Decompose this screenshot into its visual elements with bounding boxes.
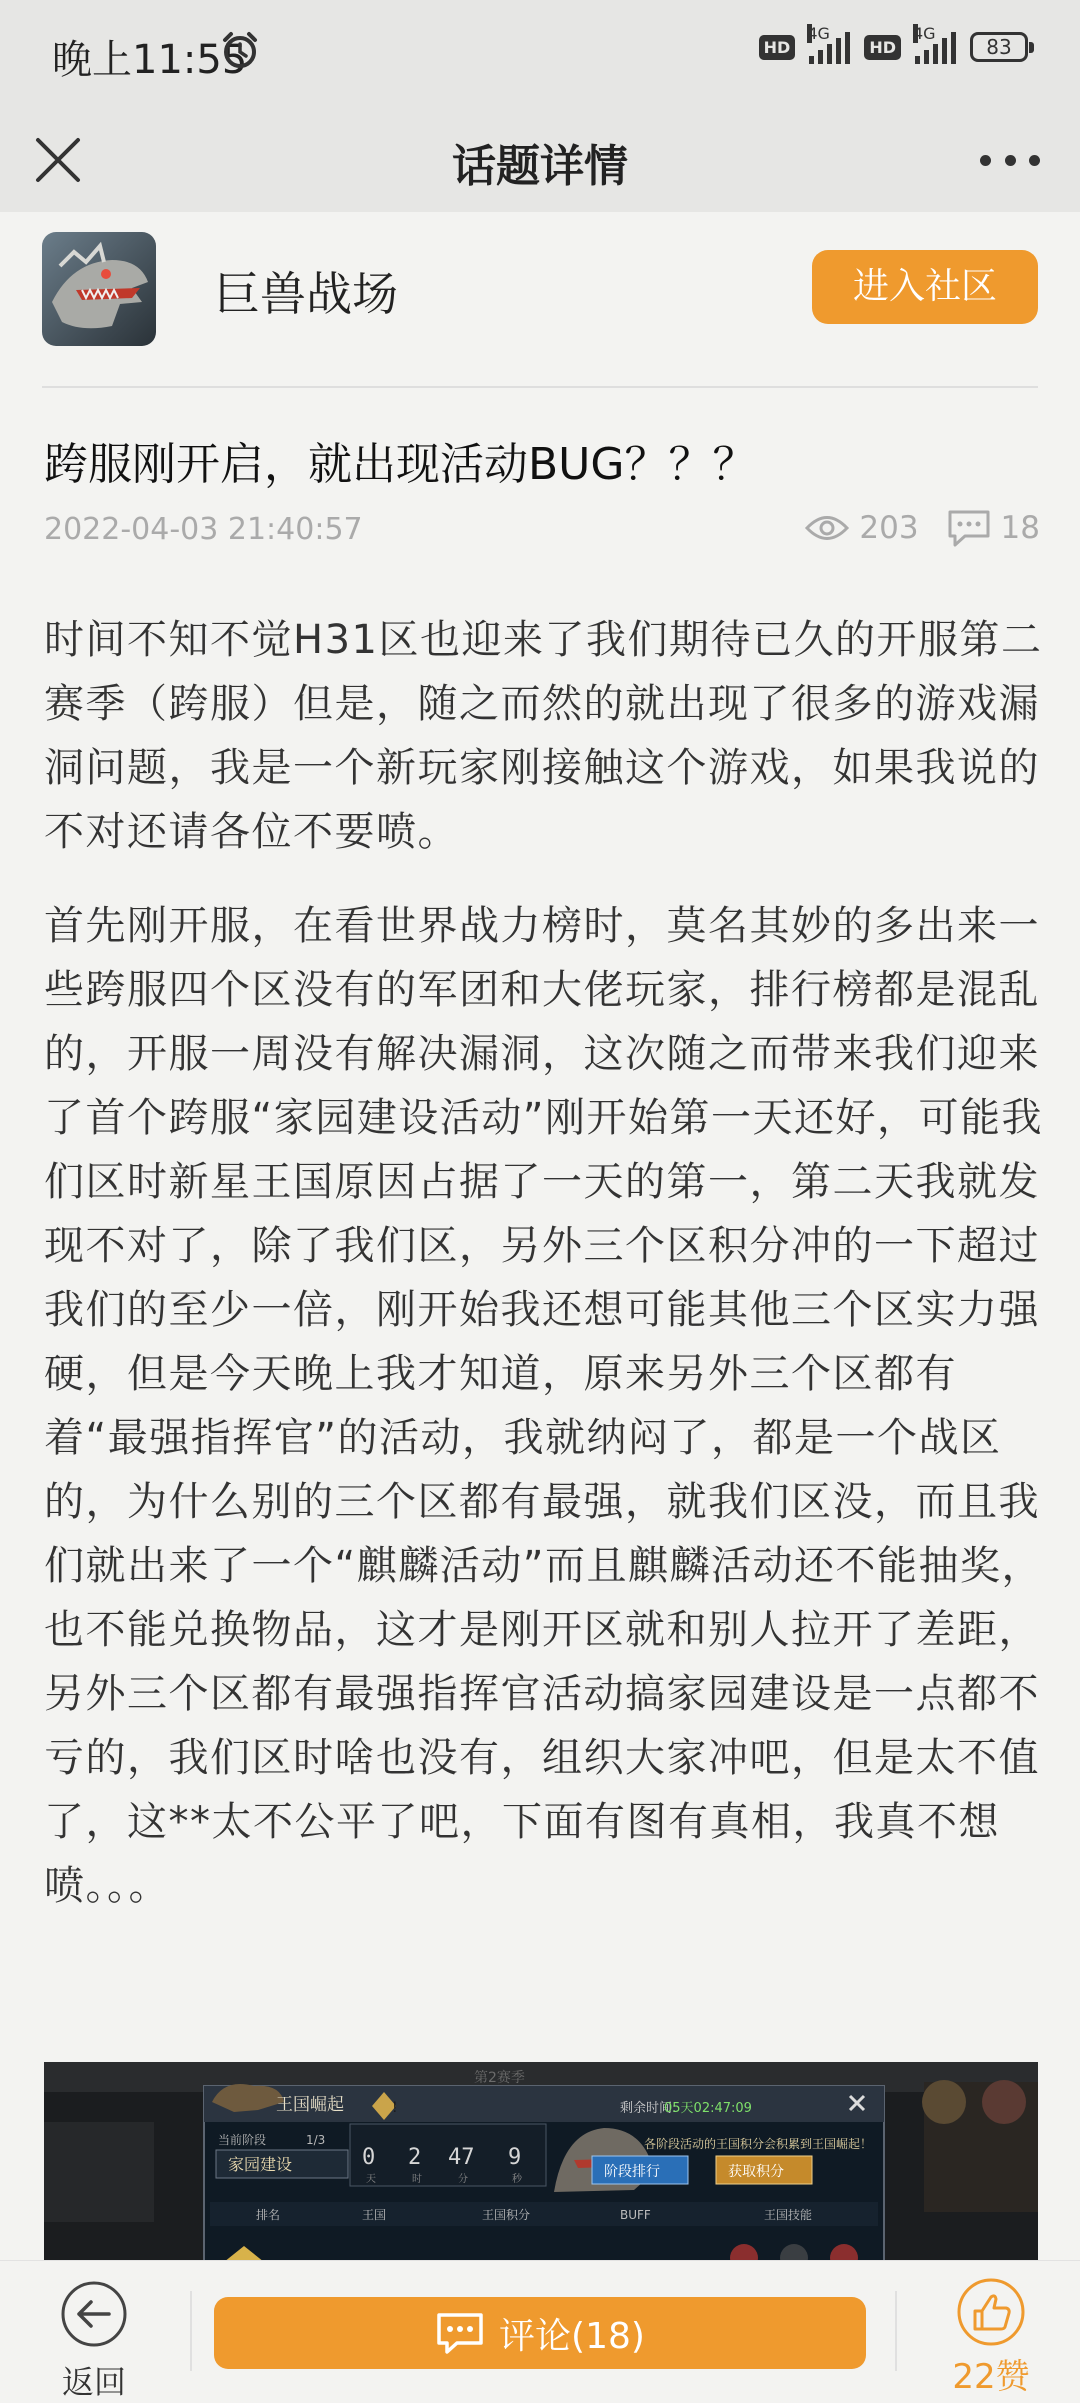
comment-button[interactable] <box>214 2297 866 2369</box>
svg-text:分: 分 <box>458 2174 468 2185</box>
divider <box>42 386 1038 388</box>
signal-icon: 4G <box>915 30 956 64</box>
article-stats <box>805 508 1040 548</box>
article-title: 跨服刚开启，就出现活动BUG？？？ <box>44 439 757 490</box>
separator <box>190 2291 192 2371</box>
title-bar <box>0 108 1080 212</box>
signal-icon: 4G <box>809 30 850 64</box>
back-button[interactable] <box>56 2279 132 2403</box>
article-image[interactable] <box>44 2062 1038 2282</box>
svg-text:第2赛季: 第2赛季 <box>474 2070 525 2086</box>
svg-text:家园建设: 家园建设 <box>228 2155 293 2174</box>
svg-text:王国技能: 王国技能 <box>764 2208 813 2222</box>
comment-button-label: 评论(18) <box>499 2315 645 2357</box>
back-arrow-icon <box>59 2279 129 2349</box>
page-title: 话题详情 <box>452 141 628 192</box>
svg-text:1/3: 1/3 <box>306 2133 326 2147</box>
status-bar <box>0 0 1080 108</box>
svg-text:各阶段活动的王国积分会积累到王国崛起！: 各阶段活动的王国积分会积累到王国崛起！ <box>644 2137 873 2151</box>
article-datetime: 2022-04-03 21:40:57 <box>44 512 363 547</box>
back-label: 返回 <box>61 2363 126 2401</box>
eye-icon <box>805 513 849 543</box>
article-paragraph: 首先刚开服，在看世界战力榜时，莫名其妙的多出来一些跨服四个区没有的军团和大佬玩家，排行榜都是混乱的，开服一周没有解决漏洞，这次随之而带来我们迎来了首个跨服“家园建设活动”刚开始第一天还好，可能我们区时新星王国原因占据了一天的第一，第二天我就发现不对了，除了我们区，另外三个区积分冲的一下超过我们的至少一倍，刚开始我还想可能其他三个区实力强硬，但是今天晚上我才知道，原来另外三个区都有着“最强指挥官”的活动，我就纳闷了，都是一个战区的，为什么别的三个区都有最强，就我们区没，而且我们就出来了一个“麒麟活动”而且麒麟活动还不能抽奖，也不能兑换物品，这才是刚开区就和别人拉开了差距，另外三个区都有最强指挥官活动搞家园建设是一点都不亏的，我们区时啥也没有，组织大家冲吧，但是太不值了，这**太不公平了吧，下面有图有真相，我真不想喷。。。 <box>44 903 1043 1909</box>
svg-text:时: 时 <box>412 2174 422 2185</box>
hd-badge: HD <box>864 35 901 60</box>
svg-text:47: 47 <box>448 2145 475 2170</box>
comment-count: 18 <box>1000 510 1040 546</box>
alarm-icon <box>220 30 260 70</box>
separator <box>895 2291 897 2371</box>
community-avatar[interactable] <box>42 232 156 346</box>
svg-text:王国崛起: 王国崛起 <box>276 2095 344 2115</box>
like-button[interactable] <box>936 2277 1046 2398</box>
enter-community-button[interactable]: 进入社区 <box>812 250 1038 324</box>
more-icon[interactable] <box>980 138 1040 182</box>
bottom-bar <box>0 2260 1080 2401</box>
battery-icon: 83 <box>970 32 1028 62</box>
article-body <box>44 608 1044 1948</box>
community-name: 巨兽战场 <box>214 267 398 321</box>
comment-icon <box>947 508 991 548</box>
svg-text:BUFF: BUFF <box>620 2208 651 2222</box>
svg-text:9: 9 <box>508 2145 522 2170</box>
svg-text:!: ! <box>392 2100 398 2116</box>
svg-text:王国积分: 王国积分 <box>482 2208 531 2222</box>
status-indicators <box>759 24 1028 64</box>
svg-text:王国: 王国 <box>362 2208 387 2222</box>
svg-text:0: 0 <box>362 2145 376 2170</box>
svg-text:05天02:47:09: 05天02:47:09 <box>664 2101 752 2116</box>
thumbs-up-icon <box>955 2277 1027 2347</box>
article-paragraph: 时间不知不觉H31区也迎来了我们期待已久的开服第二赛季（跨服）但是，随之而然的就出现了很多的游戏漏洞问题，我是一个新玩家刚接触这个游戏，如果我说的不对还请各位不要喷。 <box>44 617 1043 855</box>
svg-text:排名: 排名 <box>256 2208 281 2222</box>
svg-text:获取积分: 获取积分 <box>728 2164 784 2180</box>
comment-bubble-icon <box>435 2311 485 2355</box>
community-card <box>0 212 1080 364</box>
svg-text:天: 天 <box>366 2174 376 2185</box>
like-count: 22赞 <box>952 2357 1030 2397</box>
view-count: 203 <box>859 510 919 546</box>
svg-text:剩余时间:: 剩余时间: <box>620 2101 677 2116</box>
status-time: 晚上11:55 <box>52 37 248 83</box>
svg-text:秒: 秒 <box>512 2174 522 2185</box>
hd-badge: HD <box>759 35 796 60</box>
svg-text:当前阶段: 当前阶段 <box>218 2133 267 2147</box>
svg-text:2: 2 <box>408 2145 422 2170</box>
svg-text:阶段排行: 阶段排行 <box>604 2164 660 2180</box>
dinosaur-logo-icon <box>42 232 156 346</box>
